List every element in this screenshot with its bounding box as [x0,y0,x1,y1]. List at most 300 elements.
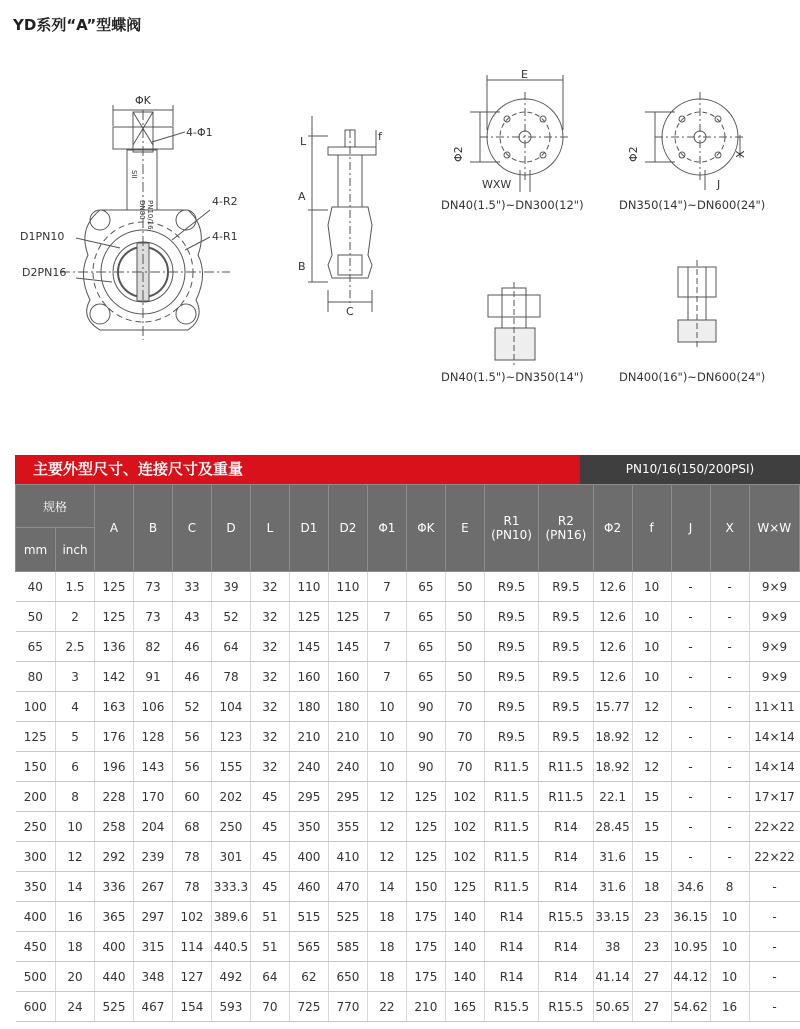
table-cell: 125 [406,842,445,872]
table-cell: 34.6 [671,872,710,902]
table-row [16,602,800,632]
table-cell: 123 [211,722,250,752]
table-row [16,722,800,752]
table-cell: 7 [367,632,406,662]
table-cell: 150 [16,752,56,782]
table-cell: 70 [445,692,484,722]
table-cell: R9.5 [539,722,593,752]
table-cell: 6 [56,752,95,782]
table-cell: 336 [95,872,134,902]
table-cell: 410 [328,842,367,872]
table-cell: 24 [56,992,95,1022]
table-cell: 125 [406,782,445,812]
table-cell: 150 [406,872,445,902]
spec-table [15,484,800,1022]
table-cell: 470 [328,872,367,902]
table-cell: 210 [328,722,367,752]
table-cell: 163 [95,692,134,722]
table-header-title: 主要外型尺寸、连接尺寸及重量 [15,455,580,484]
table-cell: 350 [16,872,56,902]
table-cell: 180 [289,692,328,722]
table-cell: 350 [289,812,328,842]
col-r2-label: R2 [557,514,574,528]
table-cell: - [671,602,710,632]
col-phi2: Φ2 [593,485,632,572]
table-cell: 104 [211,692,250,722]
table-cell: R9.5 [484,692,538,722]
table-cell: - [749,962,799,992]
table-cell: 64 [211,632,250,662]
table-cell: 27 [632,992,671,1022]
table-cell: 78 [172,842,211,872]
table-cell: R14 [539,962,593,992]
table-cell: 12 [632,722,671,752]
caption-stem-large: DN400(16")~DN600(24") [619,370,766,384]
table-cell: R9.5 [484,722,538,752]
table-cell: 250 [211,812,250,842]
table-cell: 106 [134,692,173,722]
table-cell: 45 [250,872,289,902]
table-cell: 14 [56,872,95,902]
caption-flange-small: DN40(1.5")~DN300(12") [441,198,584,212]
table-cell: - [671,722,710,752]
table-cell: 80 [16,662,56,692]
table-cell: 125 [95,602,134,632]
caption-flange-large: DN350(14")~DN600(24") [619,198,766,212]
table-cell: - [710,602,749,632]
table-cell: 68 [172,812,211,842]
table-cell: 154 [172,992,211,1022]
col-b: B [134,485,173,572]
col-l: L [250,485,289,572]
table-cell: 10 [710,902,749,932]
table-cell: 33.15 [593,902,632,932]
table-cell: 15 [632,812,671,842]
table-cell: 18 [367,932,406,962]
table-cell: - [710,662,749,692]
table-cell: R9.5 [484,662,538,692]
table-cell: 39 [211,572,250,602]
col-d1: D1 [289,485,328,572]
table-cell: 2 [56,602,95,632]
label-dim-x: X [734,150,747,158]
table-cell: 170 [134,782,173,812]
table-cell: 467 [134,992,173,1022]
table-cell: 440 [95,962,134,992]
table-cell: 127 [172,962,211,992]
table-row [16,992,800,1022]
table-cell: 9×9 [749,572,799,602]
table-row [16,872,800,902]
table-cell: 267 [134,872,173,902]
table-cell: 10 [367,752,406,782]
table-cell: 140 [445,902,484,932]
valve-front-view [60,105,230,340]
stem-small-view [488,282,540,365]
table-cell: 18 [56,932,95,962]
table-cell: 125 [289,602,328,632]
table-cell: 70 [445,752,484,782]
col-d2: D2 [328,485,367,572]
label-phi-k: ΦK [135,94,151,107]
table-cell: 43 [172,602,211,632]
table-cell: 450 [16,932,56,962]
table-cell: 17×17 [749,782,799,812]
table-cell: 9×9 [749,662,799,692]
table-cell: 18.92 [593,752,632,782]
label-dim-c: C [346,305,354,318]
table-cell: 52 [211,602,250,632]
table-cell: 389.6 [211,902,250,932]
table-cell: 355 [328,812,367,842]
flange-small-view [470,75,570,192]
table-cell: 38 [593,932,632,962]
table-cell: R11.5 [484,842,538,872]
table-cell: 7 [367,602,406,632]
table-cell: 16 [56,902,95,932]
table-cell: - [749,932,799,962]
table-cell: 65 [406,662,445,692]
col-a: A [95,485,134,572]
table-cell: 46 [172,632,211,662]
table-cell: 125 [95,572,134,602]
table-cell: 125 [16,722,56,752]
table-cell: 140 [445,932,484,962]
table-cell: 10 [632,602,671,632]
table-cell: - [710,692,749,722]
label-dim-f: f [378,130,382,143]
table-cell: 12 [367,842,406,872]
col-inch: inch [56,528,95,572]
table-cell: 12 [632,752,671,782]
col-x: X [710,485,749,572]
table-cell: 41.14 [593,962,632,992]
table-cell: 22 [367,992,406,1022]
table-cell: 10 [710,932,749,962]
table-cell: 8 [56,782,95,812]
table-cell: 110 [328,572,367,602]
table-header-pressure: PN10/16(150/200PSI) [580,455,800,484]
col-phi1: Φ1 [367,485,406,572]
table-cell: - [671,812,710,842]
table-cell: 155 [211,752,250,782]
table-cell: 23 [632,902,671,932]
table-cell: R9.5 [539,602,593,632]
table-cell: 22×22 [749,842,799,872]
table-cell: 33 [172,572,211,602]
table-cell: 565 [289,932,328,962]
table-cell: 45 [250,842,289,872]
table-cell: 460 [289,872,328,902]
table-cell: 175 [406,932,445,962]
table-cell: 175 [406,962,445,992]
table-cell: 78 [172,872,211,902]
table-cell: 1.5 [56,572,95,602]
col-r1-sub: (PN10) [491,528,532,542]
table-cell: 10 [367,692,406,722]
table-cell: R14 [484,962,538,992]
table-cell: 10 [56,812,95,842]
col-c: C [172,485,211,572]
table-cell: - [710,572,749,602]
table-cell: 585 [328,932,367,962]
table-row [16,662,800,692]
table-cell: 12 [56,842,95,872]
table-cell: 15.77 [593,692,632,722]
table-cell: 31.6 [593,842,632,872]
table-cell: 50 [445,602,484,632]
table-cell: 32 [250,662,289,692]
table-cell: R9.5 [484,572,538,602]
col-e: E [445,485,484,572]
label-d2pn16: D2PN16 [22,266,67,279]
table-cell: 56 [172,752,211,782]
table-cell: 70 [445,722,484,752]
table-cell: 301 [211,842,250,872]
table-cell: 50 [445,662,484,692]
table-cell: 52 [172,692,211,722]
table-cell: 176 [95,722,134,752]
label-4-phi1: 4-Φ1 [186,126,213,139]
col-wxw: W×W [749,485,799,572]
table-cell: R11.5 [484,872,538,902]
table-cell: 51 [250,932,289,962]
table-cell: 60 [172,782,211,812]
table-cell: 143 [134,752,173,782]
label-phi2-left: Φ2 [452,146,465,162]
table-cell: - [749,902,799,932]
table-cell: 295 [289,782,328,812]
table-cell: 16 [710,992,749,1022]
table-cell: R14 [484,932,538,962]
table-cell: 15 [632,842,671,872]
table-cell: R11.5 [539,782,593,812]
table-cell: 90 [406,692,445,722]
table-cell: - [671,782,710,812]
table-cell: 45 [250,782,289,812]
table-cell: R14 [539,932,593,962]
table-cell: 136 [95,632,134,662]
table-cell: 51 [250,902,289,932]
table-cell: 110 [289,572,328,602]
table-cell: 12 [632,692,671,722]
table-cell: 210 [406,992,445,1022]
table-cell: 202 [211,782,250,812]
table-cell: 36.15 [671,902,710,932]
table-cell: 10 [367,722,406,752]
table-row [16,752,800,782]
table-cell: 18 [632,872,671,902]
table-cell: - [710,752,749,782]
table-cell: 228 [95,782,134,812]
table-cell: 90 [406,752,445,782]
table-row [16,962,800,992]
table-cell: 28.45 [593,812,632,842]
table-cell: 142 [95,662,134,692]
table-cell: 32 [250,572,289,602]
table-cell: 200 [16,782,56,812]
table-cell: 365 [95,902,134,932]
table-cell: 9×9 [749,632,799,662]
table-cell: 3 [56,662,95,692]
table-cell: - [671,692,710,722]
drawing-svg [0,50,800,450]
table-cell: 102 [172,902,211,932]
table-cell: 20 [56,962,95,992]
table-cell: 165 [445,992,484,1022]
table-cell: 82 [134,632,173,662]
table-cell: 525 [95,992,134,1022]
col-mm: mm [16,528,56,572]
table-cell: 12.6 [593,572,632,602]
table-cell: 114 [172,932,211,962]
label-phi2-right: Φ2 [627,146,640,162]
col-d: D [211,485,250,572]
table-cell: - [671,572,710,602]
table-cell: R11.5 [539,752,593,782]
table-header-bar [15,455,800,484]
body-mark-3: SII [130,170,138,179]
table-cell: 73 [134,572,173,602]
table-cell: 440.5 [211,932,250,962]
table-cell: 600 [16,992,56,1022]
body-mark-1: PN10/16 [146,200,154,230]
table-cell: R15.5 [484,992,538,1022]
table-cell: R11.5 [484,812,538,842]
table-cell: 32 [250,632,289,662]
col-phik: ΦK [406,485,445,572]
table-cell: - [710,782,749,812]
label-dim-b: B [298,260,306,273]
table-cell: 50.65 [593,992,632,1022]
table-cell: 2.5 [56,632,95,662]
table-cell: R9.5 [539,632,593,662]
table-cell: 27 [632,962,671,992]
table-cell: R9.5 [484,602,538,632]
table-cell: R14 [539,842,593,872]
stem-large-view [678,260,716,348]
valve-side-view [308,116,376,312]
table-cell: 10 [632,662,671,692]
table-cell: 525 [328,902,367,932]
table-cell: 210 [289,722,328,752]
table-cell: 258 [95,812,134,842]
label-dim-l: L [300,135,307,148]
table-cell: - [749,872,799,902]
table-cell: 5 [56,722,95,752]
table-cell: 18 [367,902,406,932]
table-cell: 54.62 [671,992,710,1022]
table-cell: 593 [211,992,250,1022]
table-cell: 7 [367,662,406,692]
table-cell: R14 [539,812,593,842]
table-cell: 12 [367,812,406,842]
table-cell: R11.5 [484,752,538,782]
table-cell: 239 [134,842,173,872]
table-row [16,782,800,812]
table-cell: 295 [328,782,367,812]
label-dim-j: J [717,178,721,191]
table-row [16,902,800,932]
table-cell: 180 [328,692,367,722]
table-cell: 297 [134,902,173,932]
table-cell: 140 [445,962,484,992]
table-cell: 292 [95,842,134,872]
table-cell: 32 [250,752,289,782]
table-cell: 11×11 [749,692,799,722]
col-r2-sub: (PN16) [545,528,587,542]
table-cell: 32 [250,722,289,752]
table-cell: 40 [16,572,56,602]
table-cell: - [671,752,710,782]
table-cell: 10.95 [671,932,710,962]
table-cell: 50 [445,572,484,602]
table-cell: 145 [289,632,328,662]
table-cell: 400 [95,932,134,962]
table-cell: 23 [632,932,671,962]
table-cell: 4 [56,692,95,722]
table-cell: 50 [16,602,56,632]
col-r2 [539,485,593,572]
table-cell: 10 [710,962,749,992]
col-r1 [484,485,538,572]
table-cell: - [710,842,749,872]
table-row [16,842,800,872]
table-cell: R9.5 [539,572,593,602]
table-cell: 7 [367,572,406,602]
table-cell: 22.1 [593,782,632,812]
table-cell: 65 [406,632,445,662]
table-cell: 500 [16,962,56,992]
table-cell: 315 [134,932,173,962]
table-row [16,932,800,962]
table-cell: - [710,722,749,752]
table-cell: 90 [406,722,445,752]
table-row [16,632,800,662]
table-cell: R9.5 [539,692,593,722]
table-cell: 65 [406,572,445,602]
table-cell: 91 [134,662,173,692]
table-cell: 56 [172,722,211,752]
table-cell: 125 [445,872,484,902]
table-cell: 45 [250,812,289,842]
technical-drawing [0,50,800,450]
table-cell: 492 [211,962,250,992]
table-cell: 10 [632,632,671,662]
table-cell: R15.5 [539,992,593,1022]
table-cell: 14×14 [749,752,799,782]
table-cell: - [749,992,799,1022]
table-cell: 102 [445,842,484,872]
table-cell: 44.12 [671,962,710,992]
table-cell: 9×9 [749,602,799,632]
table-cell: 125 [328,602,367,632]
table-cell: 12.6 [593,662,632,692]
table-cell: - [710,812,749,842]
label-dim-a: A [298,190,306,203]
table-cell: 650 [328,962,367,992]
table-cell: 333.3 [211,872,250,902]
table-cell: 725 [289,992,328,1022]
table-cell: R9.5 [539,662,593,692]
table-cell: 78 [211,662,250,692]
table-cell: 46 [172,662,211,692]
table-cell: 196 [95,752,134,782]
table-cell: 125 [406,812,445,842]
table-cell: 65 [16,632,56,662]
table-row [16,692,800,722]
label-d1pn10: D1PN10 [20,230,65,243]
